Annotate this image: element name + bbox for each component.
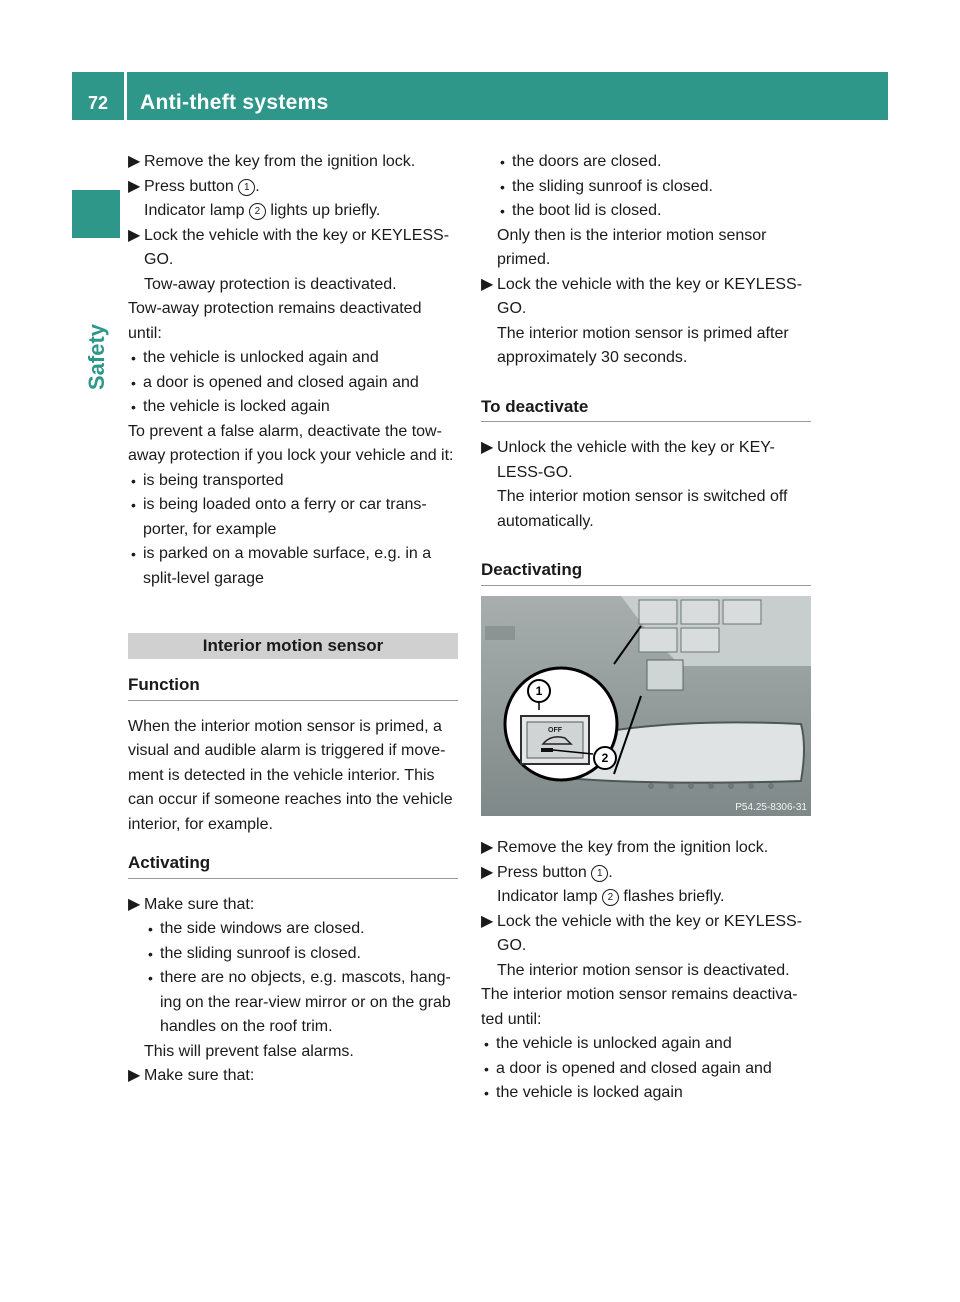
step: ▶ Make sure that:: [128, 1064, 458, 1089]
list-item: • a door is opened and closed again and: [481, 1057, 811, 1082]
step-result: Indicator lamp 2 lights up briefly.: [144, 202, 381, 219]
callout-number: 1: [238, 179, 255, 196]
paragraph: Tow-away protection remains deactivated until:: [128, 300, 422, 342]
right-column: [481, 150, 811, 1106]
side-tab: [80, 312, 114, 402]
step: ▶ Make sure that:: [128, 893, 458, 918]
bullet-icon: •: [500, 178, 505, 195]
bullet-icon: •: [148, 970, 153, 986]
step: ▶ Remove the key from the ignition lock.: [481, 836, 811, 861]
bullet-icon: •: [131, 399, 136, 415]
bullet-icon: •: [131, 374, 136, 391]
step: ▶ Unlock the vehicle with the key or KEY-LESS-GO.: [481, 436, 811, 485]
step-result: The interior motion sensor is primed after approximately 30 seconds.: [497, 324, 789, 366]
bullet-icon: •: [131, 497, 136, 513]
step-arrow-icon: ▶: [481, 439, 494, 456]
step-result: Tow-away protection is deactivated.: [144, 275, 397, 293]
step-arrow-icon: ▶: [128, 895, 141, 913]
figure-callout-2: 2: [601, 750, 609, 765]
list-item: • the sliding sunroof is closed.: [497, 175, 811, 200]
list-item: • the boot lid is closed.: [497, 199, 811, 224]
step: ▶ Press button 1 .: [481, 861, 811, 886]
paragraph: To prevent a false alarm, deactivate the tow-away protection if you lock your vehicle and it:: [128, 422, 454, 464]
bullet-icon: •: [484, 1036, 489, 1052]
step-result: Indicator lamp 2 flashes briefly.: [497, 888, 725, 905]
step: ▶ Remove the key from the ignition lock.: [128, 150, 458, 175]
list-item: • a door is opened and closed again and: [128, 371, 458, 396]
step-arrow-icon: ▶: [481, 863, 494, 881]
bullet-icon: •: [500, 154, 505, 170]
paragraph: When the interior motion sensor is primed, a visual and audible alarm is triggered if move-ment is detected in the vehicle interior. This can occur if someone reaches into the vehicle interior, for example.: [128, 717, 453, 833]
step-arrow-icon: ▶: [128, 177, 141, 195]
list-item: • the vehicle is locked again: [128, 395, 458, 420]
step: ▶ Press button 1 .: [128, 175, 458, 200]
left-column: [128, 150, 458, 1089]
bullet-icon: •: [500, 203, 505, 219]
step-arrow-icon: ▶: [128, 153, 141, 170]
step-result: The interior motion sensor is deactivated.: [497, 961, 790, 979]
paragraph: The interior motion sensor remains deactiva-ted until:: [481, 986, 798, 1028]
bullet-icon: •: [148, 921, 153, 937]
subheading-to-deactivate: To deactivate: [481, 395, 811, 423]
figure-code: P54.25-8306-31: [735, 801, 807, 813]
section-band: Interior motion sensor: [128, 633, 458, 659]
page-number: 72: [87, 93, 109, 113]
figure-off-label: OFF: [548, 726, 562, 734]
bullet-icon: •: [131, 472, 136, 489]
step: ▶ Lock the vehicle with the key or KEYLESS-GO.: [128, 224, 458, 273]
side-tab-marker: [72, 190, 120, 238]
list-item: • is parked on a movable surface, e.g. in a split-level garage: [128, 542, 458, 591]
section-title: Anti-theft systems: [140, 91, 329, 114]
step-arrow-icon: ▶: [128, 1067, 141, 1084]
list-item: • the sliding sunroof is closed.: [145, 942, 458, 967]
callout-number: 1: [591, 865, 608, 882]
step-result: The interior motion sensor is switched off automatically.: [497, 488, 788, 530]
bullet-icon: •: [131, 350, 136, 366]
subheading-deactivating: Deactivating: [481, 558, 811, 586]
list-item: • the doors are closed.: [497, 150, 811, 175]
bullet-icon: •: [484, 1085, 489, 1101]
header-divider: [124, 72, 127, 120]
step-arrow-icon: ▶: [481, 912, 494, 930]
list-item: • there are no objects, e.g. mascots, hang-ing on the rear-view mirror or on the grab handles on the roof trim.: [145, 966, 458, 1040]
list-item: • the vehicle is unlocked again and: [481, 1032, 811, 1057]
step-arrow-icon: ▶: [128, 226, 141, 244]
list-item: • the vehicle is locked again: [481, 1081, 811, 1106]
list-item: • the vehicle is unlocked again and: [128, 346, 458, 371]
callout-number: 2: [249, 203, 266, 220]
bullet-icon: •: [148, 945, 153, 962]
step: ▶ Lock the vehicle with the key or KEYLESS-GO.: [481, 910, 811, 959]
list-item: • is being loaded onto a ferry or car trans-porter, for example: [128, 493, 458, 542]
step-arrow-icon: ▶: [481, 839, 494, 856]
step-result: This will prevent false alarms.: [144, 1042, 354, 1060]
step-result: Only then is the interior motion sensor primed.: [497, 226, 767, 268]
step-arrow-icon: ▶: [481, 275, 494, 293]
subheading-activating: Activating: [128, 851, 458, 879]
overhead-control-panel-photo: [481, 596, 811, 816]
callout-number: 2: [602, 889, 619, 906]
figure-callout-1: 1: [535, 683, 543, 698]
list-item: • the side windows are closed.: [145, 917, 458, 942]
side-tab-label: Safety: [84, 323, 109, 391]
list-item: • is being transported: [128, 469, 458, 494]
bullet-icon: •: [131, 546, 136, 562]
bullet-icon: •: [484, 1060, 489, 1077]
step: ▶ Lock the vehicle with the key or KEYLESS-GO.: [481, 273, 811, 322]
subheading-function: Function: [128, 673, 458, 701]
